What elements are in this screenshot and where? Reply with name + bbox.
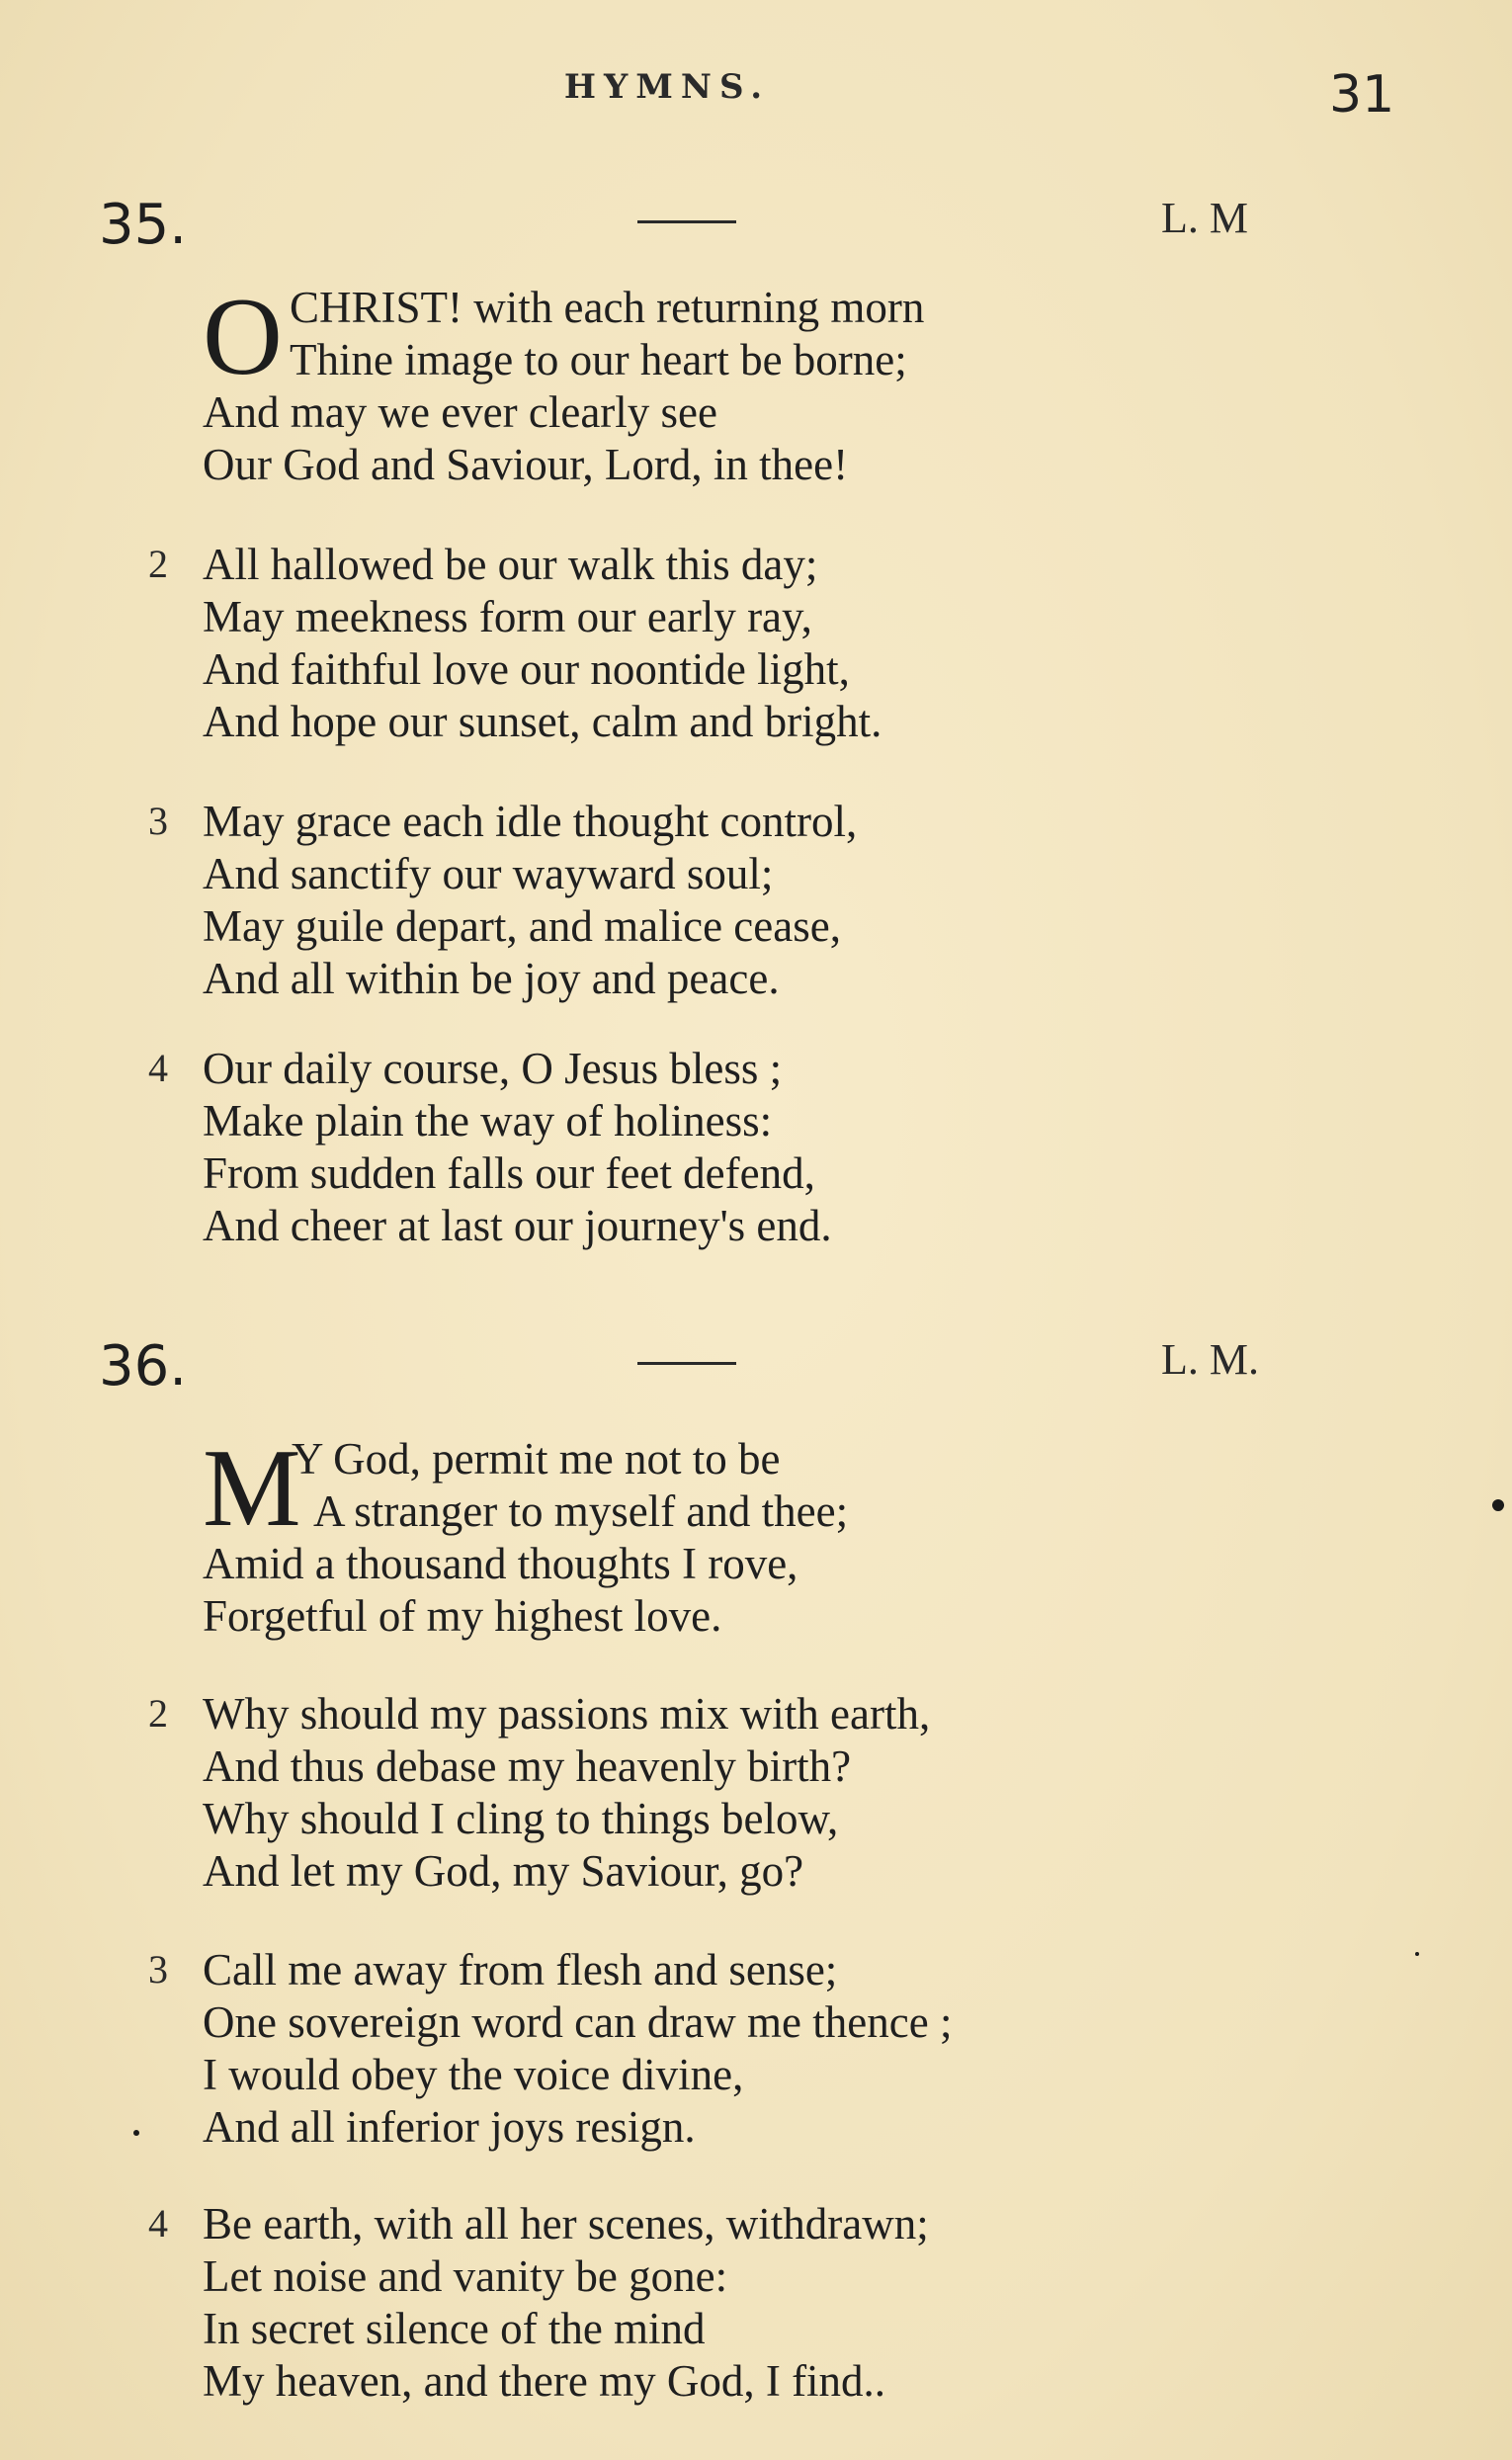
verse-line: CHRIST! with each returning morn [290,283,925,332]
hymn-number: 36. [99,1334,188,1399]
stanza-number: 3 [148,1947,168,1992]
hymn-divider-dash [637,1362,736,1365]
ink-speck [133,2130,139,2136]
verse-line: May grace each idle thought control, [203,797,858,846]
page-number: 31 [1329,65,1395,125]
stanza-number: 2 [148,1691,168,1736]
stanza-number: 4 [148,1046,168,1090]
verse-line: Forgetful of my highest love. [203,1591,722,1641]
running-head: HYMNS. [563,67,771,107]
verse-line: And may we ever clearly see [203,387,717,437]
drop-capital: M [203,1427,301,1550]
stanza-number: 4 [148,2201,168,2246]
hymn-number: 35. [99,193,188,257]
verse-line: Why should I cling to things below, [203,1794,839,1843]
stanza-number: 2 [148,542,168,586]
verse-line: Be earth, with all her scenes, withdrawn; [203,2199,929,2248]
verse-line: Let noise and vanity be gone: [203,2251,728,2301]
verse-line: All hallowed be our walk this day; [203,540,818,589]
verse-line: Why should my passions mix with earth, [203,1689,931,1739]
verse-line: My heaven, and there my God, I find.. [203,2356,886,2406]
verse-line: And thus debase my heavenly birth? [203,1741,852,1791]
hymn-meter: L. M [1161,194,1248,242]
verse-line: May meekness form our early ray, [203,592,812,641]
verse-line: A stranger to myself and thee; [313,1486,849,1536]
verse-line: Thine image to our heart be borne; [290,335,907,384]
ink-speck [1415,1952,1419,1956]
verse-line: And all within be joy and peace. [203,954,780,1003]
verse-line: From sudden falls our feet defend, [203,1148,815,1198]
verse-line: And faithful love our noontide light, [203,644,850,694]
verse-line: And all inferior joys resign. [203,2102,696,2152]
verse-line: In secret silence of the mind [203,2304,706,2353]
verse-line: Call me away from flesh and sense; [203,1945,838,1994]
hymn-divider-dash [637,220,736,223]
drop-capital: O [203,276,283,398]
hymn-36-header [0,1334,1512,1403]
verse-line: One sovereign word can draw me thence ; [203,1997,953,2047]
verse-line: And hope our sunset, calm and bright. [203,697,882,746]
verse-line: Our daily course, O Jesus bless ; [203,1044,783,1093]
verse-line: Make plain the way of holiness: [203,1096,773,1145]
verse-line: I would obey the voice divine, [203,2050,744,2099]
verse-line: Our God and Saviour, Lord, in thee! [203,440,849,489]
verse-line: And cheer at last our journey's end. [203,1201,832,1250]
hymn-35-header [0,193,1512,262]
verse-line: Y God, permit me not to be [292,1434,781,1484]
verse-line: May guile depart, and malice cease, [203,901,841,951]
ink-speck [1492,1499,1504,1511]
verse-line: And sanctify our wayward soul; [203,849,774,898]
verse-line: Amid a thousand thoughts I rove, [203,1539,798,1588]
stanza-number: 3 [148,799,168,843]
verse-line: And let my God, my Saviour, go? [203,1846,804,1896]
hymn-meter: L. M. [1161,1335,1259,1384]
